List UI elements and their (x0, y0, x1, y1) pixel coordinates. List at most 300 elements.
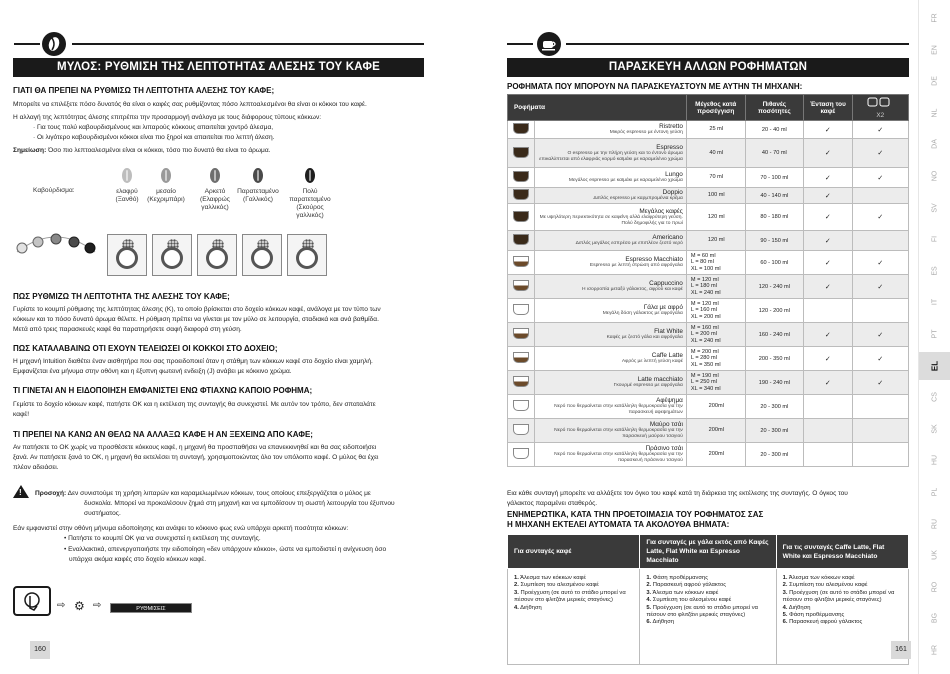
grinder-dial-icon (242, 234, 282, 276)
step-text: Άλεσμα των κόκκων καφέ (520, 575, 586, 581)
cup-icon (508, 323, 535, 347)
beverage-size: M = 60 ml L = 80 ml XL = 100 ml (686, 251, 745, 275)
steps-col-coffee: Για συνταγές καφέ (508, 535, 640, 569)
text-why-1: Μπορείτε να επιλέξετε πόσο δυνατός θα είναι ο καφές σας ρυθμίζοντας πόσο λεπτοαλεσμένοι θα είναι οι κόκκοι του καφέ. (13, 101, 367, 108)
step-item: 2. Παρασκευή αφρού γάλακτος (646, 582, 726, 589)
beverage-description: Μικρός espresso με έντονη γεύση (609, 130, 683, 135)
grind-scale-diagram (13, 228, 99, 258)
x2-check (852, 299, 908, 323)
beverage-row (508, 188, 909, 204)
language-tab-es[interactable] (919, 257, 950, 285)
cup-icon (508, 371, 535, 395)
text-notify-1: Γεμίστε το δοχείο κόκκων καφέ, πατήστε OK και η εκτέλεση της συνταγής θα συνεχιστεί. Με αυτόν τον τρόπο, δεν σπαταλάτε (13, 401, 376, 408)
beverage-description: Νερό που θερμαίνεται στην κατάλληλη θερμοκρασία για την παρασκευή αφεψημάτων (554, 404, 683, 415)
steps-row (508, 569, 909, 665)
beverage-name: Cappuccino (649, 280, 683, 287)
roast-label: Καβούρδισμα: (33, 187, 75, 194)
coffee-bean-icon (42, 32, 66, 56)
step-item: 2. Συμπίεση του αλεσμένου καφέ (514, 582, 599, 589)
step-text: Φάση προθέρμανσης (789, 612, 845, 619)
intensity-check (804, 419, 853, 443)
beverage-description: Μεγάλος espresso με καϊμάκι με καραμελένιο χρώμα (568, 178, 683, 183)
heading-info-1: ΕΝΗΜΕΡΩΤΙΚΑ, ΚΑΤΑ ΤΗΝ ΠΡΟΕΤΟΙΜΑΣΙΑ ΤΟΥ ΡΟΦΗΜΑΤΟΣ ΣΑΣ (507, 510, 764, 519)
beverage-row (508, 395, 909, 419)
beverage-name: Caffe Latte (651, 352, 683, 359)
beverage-name: Lungo (665, 171, 683, 178)
step-text: Προέγχυση (σε αυτό το στάδιο μπορεί να πέσουν στο φλιτζάνι μερικές σταγόνες) (646, 604, 759, 619)
cup-icon (508, 443, 535, 467)
x2-check (852, 275, 908, 299)
check-icon: ✓ (877, 331, 884, 339)
check-icon: ✓ (824, 355, 831, 363)
beverage-description: Διπλός μεγάλος εσπρέσο με επιπλέον ζεστό νερό (575, 241, 683, 246)
language-tab-de[interactable] (919, 67, 950, 95)
heading-empty: ΠΩΣ ΚΑΤΑΛΑΒΑΙΝΩ ΟΤΙ ΕΧΟΥΝ ΤΕΛΕΙΩΣΕΙ ΟΙ ΚΟΚΚΟΙ ΣΤΟ ΔΟΧΕΙΟ; (13, 344, 278, 353)
drinks-banner: ΠΑΡΑΣΚΕΥΗ ΑΛΛΩΝ ΡΟΦΗΜΑΤΩΝ (507, 58, 909, 77)
beverage-range: 20 - 300 ml (745, 419, 803, 443)
beverage-name-cell (535, 347, 687, 371)
step-item: 4. Διήθηση (782, 604, 811, 611)
beverage-name-cell (535, 204, 687, 231)
check-icon: ✓ (824, 379, 831, 387)
beverage-range: 120 - 200 ml (745, 299, 803, 323)
step-item: 3. Άλεσμα των κόκκων καφέ (646, 589, 719, 596)
steps-list-coffee (508, 569, 640, 665)
beverage-name: Flat White (654, 328, 683, 335)
header-rule-left-2 (72, 43, 424, 45)
heading-info-2: Η ΜΗΧΑΝΗ ΕΚΤΕΛΕΙ ΑΥΤΟΜΑΤΑ ΤΑ ΑΚΟΛΟΥΘΑ ΒΗΜΑΤΑ: (507, 520, 730, 529)
beverage-name: Espresso (656, 143, 683, 151)
beverage-description: Μεγάλη δόση γάλακτος με αφρόγαλα (602, 311, 683, 316)
cup-icon (508, 204, 535, 231)
beverage-range: 70 - 100 ml (745, 168, 803, 188)
beverage-name-cell (535, 371, 687, 395)
header-rule-right (507, 43, 533, 45)
check-icon: ✓ (877, 174, 884, 182)
step-text: Διήθηση (520, 604, 542, 611)
language-tab-label: UK (931, 550, 939, 561)
check-icon: ✓ (824, 174, 831, 182)
step-item: 2. Συμπίεση του αλεσμένου καφέ (782, 582, 868, 589)
intensity-check (804, 251, 853, 275)
beverage-name: Ristretto (659, 123, 683, 130)
cup-icon (508, 275, 535, 299)
x2-check (852, 231, 908, 251)
header-rule-left (14, 43, 40, 45)
note-text: Όσο πιο λεπτοαλεσμένοι είναι οι κόκκοι, τόσο πιο δυνατό θα είναι το άρωμα. (48, 147, 271, 154)
language-tab-label: FR (931, 13, 939, 23)
step-text: Προέγχυση (σε αυτό το στάδιο μπορεί να πέσουν στο φλιτζάνι μερικές σταγόνες) (782, 589, 895, 604)
language-tab-cs[interactable] (919, 383, 950, 411)
caution-text-2: δυσκολία. Μπορεί να προκαλέσουν ζημιά στη μηχανή και να εμποδίσουν τη σωστή λειτουργία του έξυπνου (84, 500, 395, 507)
beverage-range: 80 - 180 ml (745, 204, 803, 231)
beverage-name: Αφέψημα (656, 397, 683, 404)
step-text: Παρασκευή αφρού γάλακτος (652, 582, 726, 589)
beverage-description: Η ισορροπία μεταξύ γάλακτος, αφρού και καφέ (582, 287, 683, 292)
beverage-name: Doppio (662, 189, 683, 196)
step-item: 3. Προέγχυση (σε αυτό το στάδιο μπορεί να πέσουν στο φλιτζάνι μερικές σταγόνες) (782, 589, 895, 604)
steps-header-row (508, 535, 909, 569)
beverage-name-cell (535, 188, 687, 204)
cup-icon (508, 347, 535, 371)
step-item: 5. Προέγχυση (σε αυτό το στάδιο μπορεί να πέσουν στο φλιτζάνι μερικές σταγόνες) (646, 604, 759, 619)
language-tab-ro[interactable] (919, 573, 950, 601)
beverage-name-cell (535, 168, 687, 188)
beverage-size: M = 160 ml L = 200 ml XL = 240 ml (686, 323, 745, 347)
beverage-size: M = 120 ml L = 180 ml XL = 240 ml (686, 275, 745, 299)
step-text: Συμπίεση του αλεσμένου καφέ (652, 597, 732, 604)
x2-check (852, 419, 908, 443)
language-tab-label: NL (931, 108, 939, 118)
beverage-description: Γκουρμέ espresso με αφρόγαλα (613, 383, 683, 388)
check-icon: ✓ (877, 150, 884, 157)
beverage-description: Αφρός με λεπτή γεύση καφέ (621, 359, 683, 364)
cup-icon (508, 395, 535, 419)
heading-why: ΓΙΑΤΙ ΘΑ ΠΡΕΠΕΙ ΝΑ ΡΥΘΜΙΣΩ ΤΗ ΛΕΠΤΟΤΗΤΑ ΑΛΕΣΗΣ ΤΟΥ ΚΑΦΕ; (13, 86, 275, 95)
steps-col-latte: Για τις συνταγές Caffe Latte, Flat White και Espresso Macchiato (776, 535, 908, 569)
text-forget-1: Αν πατήσετε το ΟΚ χωρίς να προσθέσετε κόκκους καφέ, η μηχανή θα προσπαθήσει να επανεκκινηθεί και θα σας ειδοποιήσει (13, 444, 377, 451)
check-icon: ✓ (877, 214, 884, 221)
beverage-name: Μεγάλος καφές (639, 207, 683, 215)
x2-check (852, 323, 908, 347)
beverage-name: Americano (652, 234, 683, 241)
beverage-size: 100 ml (686, 188, 745, 204)
beverage-name-cell (535, 121, 687, 139)
step-text: Διήθηση (652, 619, 675, 626)
cup-icon (508, 121, 535, 139)
steps-list-latte (776, 569, 908, 665)
text-after: Εάν εμφανιστεί στην οθόνη μήνυμα ειδοποίησης και ανάψει το κόκκινο φως ενώ υπάρχει αρκετή ποσότητα κόκκων: (13, 525, 349, 532)
language-tab-hr[interactable] (919, 636, 950, 664)
language-tab-uk[interactable] (919, 541, 950, 569)
roast-level-label: Αρκετό (Ελαφρώς γαλλικός) (200, 188, 230, 211)
beverage-name-cell (535, 275, 687, 299)
beverage-range: 20 - 300 ml (745, 395, 803, 419)
beverage-range: 200 - 350 ml (745, 347, 803, 371)
step-text: Άλεσμα των κόκκων καφέ (652, 589, 719, 596)
page-number-right: 161 (891, 641, 911, 659)
double-cup-icon (865, 96, 895, 110)
language-tab-sk[interactable] (919, 415, 950, 443)
beverage-size: 200ml (686, 395, 745, 419)
beverage-size: 200ml (686, 443, 745, 467)
beverage-name-cell (535, 323, 687, 347)
beverage-row (508, 371, 909, 395)
check-icon: ✓ (824, 150, 831, 157)
step-item: 4. Συμπίεση του αλεσμένου καφέ (646, 597, 732, 604)
language-tab-label: IT (931, 299, 939, 306)
step-item: 3. Προέγχυση (σε αυτό το στάδιο μπορεί να πέσουν στο φλιτζάνι μερικές σταγόνες) (514, 589, 626, 604)
coffee-bean-icon (122, 168, 132, 183)
language-sidebar (918, 0, 950, 674)
language-tab-label: PT (931, 329, 939, 339)
beverage-size: M = 120 ml L = 160 ml XL = 200 ml (686, 299, 745, 323)
beverage-range: 120 - 240 ml (745, 275, 803, 299)
x2-check (852, 371, 908, 395)
col-beverage: Ροφήματα (508, 95, 687, 121)
grinder-banner: ΜΥΛΟΣ: ΡΥΘΜΙΣΗ ΤΗΣ ΛΕΠΤΟΤΗΤΑΣ ΑΛΕΣΗΣ ΤΟΥ ΚΑΦΕ (13, 58, 424, 77)
table-header-row (508, 95, 909, 121)
beverage-description: Με υψηλότερη περιεκτικότητα σε καφεΐνη αλλά ελαφρύτερη γεύση. Πολύ δημοφιλής για το πρωί (539, 214, 683, 226)
cup-icon (508, 139, 535, 168)
beverage-row (508, 419, 909, 443)
x2-check (852, 139, 908, 168)
language-tab-sv[interactable] (919, 194, 950, 222)
bullet-2-text: Εναλλακτικά, απενεργοποιήστε την ειδοποίηση «δεν υπάρχουν κόκκοι», ώστε να εμποδιστεί η ανίχνευση όσο (68, 546, 387, 553)
beverage-size: 120 ml (686, 204, 745, 231)
text-after-table-1: Εια κάθε συνταγή μπορείτε να αλλάξετε τον όγκο του καφέ κατά τη διάρκεια της εκτέλεσης της συνταγής. Ο όγκος του (507, 490, 848, 497)
step-text: Παρασκευή αφρού γάλακτος (789, 619, 863, 626)
language-tab-label: NO (931, 170, 939, 182)
col-size: Μέγεθος κατά προσέγγιση (686, 95, 745, 121)
beverage-row (508, 347, 909, 371)
text-how-2: κόκκων και το πόσο δυνατό άρωμα θέλετε. Η ρύθμιση πρέπει να γίνεται με τον μύλο σε λειτουργία, σταδιακά και ανά βαθμίδα. (13, 316, 379, 323)
grinder-dial-icon (152, 234, 192, 276)
intensity-check (804, 443, 853, 467)
steps-list-milk (640, 569, 776, 665)
cup-icon (508, 188, 535, 204)
caution-text-1: Δεν συνιστούμε τη χρήση λιπαρών και καραμελωμένων κόκκων, τους οποίους επεξεργάζεται ο μύλος με (67, 490, 371, 497)
beverage-row (508, 204, 909, 231)
arrow-right-icon: ⇨ (57, 600, 66, 611)
step-item: 1. Άλεσμα των κόκκων καφέ (782, 575, 855, 581)
coffee-cup-icon (537, 32, 561, 56)
language-tab-fr[interactable] (919, 4, 950, 32)
caution-1 (35, 489, 371, 498)
cup-icon (508, 419, 535, 443)
beverage-range: 60 - 100 ml (745, 251, 803, 275)
language-tab-label: HU (931, 455, 939, 466)
beverage-name-cell (535, 231, 687, 251)
roast-level-label: Πολύ παρατεταμένο (Σκούρος γαλλικός) (289, 188, 331, 219)
text-why-4: · Οι λιγότερο καβουρδισμένοι κόκκοι είναι πιο ξηροί και απαιτείται πιο λεπτή άλεση. (33, 134, 275, 141)
bullet-1: • Πατήστε το κουμπί ΟΚ για να συνεχιστεί η εκτέλεση της συνταγής. (64, 535, 261, 542)
step-text: Διήθηση (788, 604, 811, 611)
beverage-name: Γάλα με αφρό (643, 304, 683, 311)
x2-check (852, 347, 908, 371)
language-tab-label: DA (931, 139, 939, 150)
intensity-check (804, 231, 853, 251)
beverage-row (508, 251, 909, 275)
cup-icon (508, 299, 535, 323)
language-tab-label: ES (931, 266, 939, 276)
text-notify-2: καφέ! (13, 411, 30, 418)
header-rule-right-2 (566, 43, 909, 45)
language-tab-label: HR (931, 644, 939, 656)
language-tab-label: DE (931, 76, 939, 87)
language-tab-label: EN (931, 44, 939, 55)
roast-level-label: μεσαίο (Κεχριμπάρι) (147, 188, 185, 203)
bullet-1-text: Πατήστε το κουμπί ΟΚ για να συνεχιστεί η εκτέλεση της συνταγής. (68, 535, 261, 542)
check-icon: ✓ (877, 126, 884, 134)
touch-screen-icon (13, 586, 51, 616)
beverage-name-cell (535, 299, 687, 323)
beverage-range: 40 - 140 ml (745, 188, 803, 204)
beverage-range: 20 - 40 ml (745, 121, 803, 139)
beverage-size: 70 ml (686, 168, 745, 188)
beverage-row (508, 443, 909, 467)
check-icon: ✓ (877, 259, 884, 267)
step-text: Συμπίεση του αλεσμένου καφέ (789, 582, 868, 589)
col-range: Πιθανές ποσότητες (745, 95, 803, 121)
steps-col-milk: Για συνταγές με γάλα εκτός από Καφές Latte, Flat White και Espresso Macchiato (640, 535, 776, 569)
text-empty-1: Η μηχανή Intuition διαθέτει έναν αισθητήρα που σας προειδοποιεί όταν η στάθμη των κόκκων καφέ στο δοχείο είναι χαμηλή. (13, 358, 373, 365)
check-icon: ✓ (877, 283, 884, 291)
arrow-right-icon-2: ⇨ (93, 600, 102, 611)
page-number-left: 160 (30, 641, 50, 659)
x2-label: X2 (876, 112, 885, 119)
note (13, 146, 271, 155)
intensity-check (804, 121, 853, 139)
intensity-check (804, 371, 853, 395)
language-tab-nl[interactable] (919, 99, 950, 127)
check-icon: ✓ (824, 237, 831, 245)
language-tab-en[interactable] (919, 36, 950, 64)
beverage-size: 25 ml (686, 121, 745, 139)
coffee-bean-icon (161, 168, 171, 183)
language-tab-label: CS (931, 392, 939, 403)
heading-how: ΠΩΣ ΡΥΘΜΙΖΩ ΤΗ ΛΕΠΤΟΤΗΤΑ ΤΗΣ ΑΛΕΣΗΣ ΤΟΥ ΚΑΦΕ; (13, 292, 230, 301)
step-text: Προέγχυση (σε αυτό το στάδιο μπορεί να πέσουν στο φλιτζάνι μερικές σταγόνες) (514, 589, 626, 604)
check-icon: ✓ (824, 259, 831, 267)
beverage-description: Ο espresso με την πλήρη γεύση και το έντονο άρωμα επικαλύπτεται από ελαφριάς κορμό καϊμάκι με καραμελένιο χρώμα (539, 150, 683, 162)
step-item: 4. Διήθηση (514, 604, 542, 611)
text-forget-3: πλέον αδειάσει. (13, 464, 59, 471)
x2-check (852, 251, 908, 275)
beverage-name-cell (535, 419, 687, 443)
note-label: Σημείωση: (13, 147, 47, 154)
beverage-size: M = 200 ml L = 280 ml XL = 350 ml (686, 347, 745, 371)
text-after-table-2: γάλακτος παραμένει σταθερός. (507, 500, 598, 507)
beverage-size: 40 ml (686, 139, 745, 168)
beverage-name-cell (535, 251, 687, 275)
beverage-description: Espresso με λεπτή στρώση από αφρόγαλα (589, 263, 683, 268)
beverage-row (508, 121, 909, 139)
beverage-description: Νερό που θερμαίνεται στην κατάλληλη θερμοκρασία για την παρασκευή πράσινου τσαγιού (554, 452, 683, 463)
heading-drinks: ΡΟΦΗΜΑΤΑ ΠΟΥ ΜΠΟΡΟΥΝ ΝΑ ΠΑΡΑΣΚΕΥΑΣΤΟΥΝ ΜΕ ΑΥΤΗΝ ΤΗ ΜΗΧΑΝΗ: (507, 82, 803, 91)
step-text: Φάση προθέρμανσης (652, 575, 708, 581)
beverage-row (508, 139, 909, 168)
language-tab-da[interactable] (919, 130, 950, 158)
language-tab-label: FI (931, 236, 939, 243)
warning-icon: ! (13, 485, 29, 498)
check-icon: ✓ (824, 192, 831, 200)
language-tab-no[interactable] (919, 162, 950, 190)
intensity-check (804, 168, 853, 188)
grinder-dial-icon (197, 234, 237, 276)
beverage-range: 160 - 240 ml (745, 323, 803, 347)
beverage-name-cell (535, 139, 687, 168)
intensity-check (804, 395, 853, 419)
beverage-description: Διπλός espresso με καρμπρομένια κρέμα (593, 196, 683, 201)
x2-check (852, 188, 908, 204)
beverage-size: 120 ml (686, 231, 745, 251)
beverage-name: Μαύρο τσάι (649, 421, 683, 428)
beverage-description: Νερό που θερμαίνεται στην κατάλληλη θερμοκρασία για την παρασκευή μαύρου τσαγιού (554, 428, 683, 439)
coffee-bean-icon (253, 168, 263, 183)
language-tab-fi[interactable] (919, 225, 950, 253)
check-icon: ✓ (824, 331, 831, 339)
language-tab-pl[interactable] (919, 478, 950, 506)
check-icon: ✓ (877, 379, 884, 387)
check-icon: ✓ (824, 126, 831, 134)
intensity-check (804, 139, 853, 168)
step-item: 1. Άλεσμα των κόκκων καφέ (514, 575, 586, 581)
check-icon: ✓ (877, 355, 884, 363)
intensity-check (804, 323, 853, 347)
beverage-row (508, 275, 909, 299)
text-why-2: Η αλλαγή της λεπτότητας άλεσης επιτρέπει την προσαρμογή ανάλογα με τους διάφορους τύπους κόκκων: (13, 114, 322, 121)
intensity-check (804, 188, 853, 204)
language-tab-bg[interactable] (919, 604, 950, 632)
beverages-table (507, 94, 909, 467)
bullet-2: • Εναλλακτικά, απενεργοποιήστε την ειδοποίηση «δεν υπάρχουν κόκκοι», ώστε να εμποδιστεί η ανίχνευση όσο (64, 546, 387, 553)
language-tab-hu[interactable] (919, 446, 950, 474)
beverage-row (508, 168, 909, 188)
step-item: 1. Φάση προθέρμανσης (646, 575, 708, 581)
beverage-name: Espresso Macchiato (625, 256, 683, 263)
beverage-range: 190 - 240 ml (745, 371, 803, 395)
beverage-description: Καφές με ζεστό γάλα και αφρόγαλα (606, 335, 683, 340)
step-item: 6. Διήθηση (646, 619, 675, 626)
caution-text-3: συστήματος. (84, 510, 121, 517)
beverage-name-cell (535, 443, 687, 467)
step-text: Άλεσμα των κόκκων καφέ (788, 575, 855, 581)
step-item: 5. Φάση προθέρμανσης (782, 612, 845, 619)
beverage-range: 40 - 70 ml (745, 139, 803, 168)
x2-check (852, 443, 908, 467)
beverage-name: Latte macchiato (637, 376, 683, 383)
x2-check (852, 121, 908, 139)
settings-button[interactable]: ΡΥΘΜΙΣΕΙΣ (110, 603, 192, 613)
text-how-1: Γυρίστε το κουμπί ρύθμισης της λεπτότητας άλεσης (K), το οποίο βρίσκεται στο δοχείο κόκκων καφέ, ανάλογα με τον τύπο των (13, 306, 381, 313)
language-tab-label: RU (931, 518, 939, 529)
beverage-row (508, 299, 909, 323)
beverage-name: Πράσινο τσάι (645, 445, 683, 452)
x2-check (852, 168, 908, 188)
text-empty-2: Εμφανίζεται ένα μήνυμα στην οθόνη και η έξυπνη φωτεινή ενδειξη (J) ανάβει με κόκκινο χρώμα. (13, 368, 292, 375)
cup-icon (508, 251, 535, 275)
roast-level-label: Παρατεταμένο (Γαλλικός) (237, 188, 279, 203)
intensity-check (804, 275, 853, 299)
text-why-3: · Για τους πολύ καβουρδισμένους και λιπαρούς κόκκους απαιτείται χοντρό άλεσμα, (33, 124, 274, 131)
language-tab-label: EL (930, 360, 940, 371)
language-tab-label: BG (931, 613, 939, 624)
language-tab-pt[interactable] (919, 320, 950, 348)
language-tab-ru[interactable] (919, 510, 950, 538)
coffee-bean-icon (305, 168, 315, 183)
roast-level-label: ελαφρύ (Ξανθό) (115, 188, 139, 203)
beverage-name-cell (535, 395, 687, 419)
text-forget-2: ξανά. Αν πατήσετε ξανά το ΟΚ, η μηχανή θα εκτελέσει τη συνταγή, χρησιμοποιώντας όλο τον υπόλοιπο καφέ. Ο μύλος θα έχει (13, 454, 379, 461)
intensity-check (804, 347, 853, 371)
check-icon: ✓ (824, 283, 831, 291)
text-how-3: Μετά από τρεις παρασκευές καφέ θα παρατηρήσετε σαφή διαφορά στη γεύση. (13, 326, 242, 333)
step-item: 6. Παρασκευή αφρού γάλακτος (782, 619, 863, 626)
beverage-range: 90 - 150 ml (745, 231, 803, 251)
gear-icon: ⚙ (74, 599, 85, 613)
caution-label: Προσοχή: (35, 490, 67, 497)
intensity-check (804, 299, 853, 323)
language-tab-label: PL (931, 487, 939, 497)
language-tab-label: RO (931, 581, 939, 593)
cup-icon (508, 168, 535, 188)
language-tab-it[interactable] (919, 288, 950, 316)
language-tab-label: SK (931, 424, 939, 434)
language-tab-el[interactable] (919, 352, 950, 380)
check-icon: ✓ (824, 214, 831, 221)
beverage-row (508, 323, 909, 347)
